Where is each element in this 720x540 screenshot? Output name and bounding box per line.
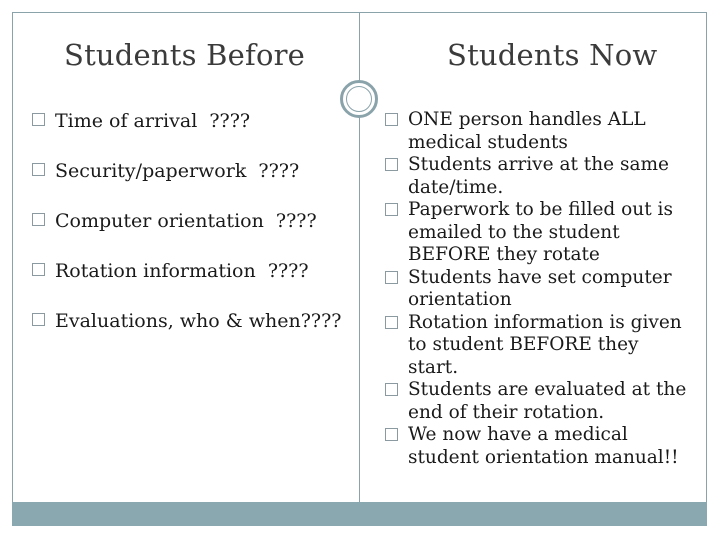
checkbox-bullet-icon xyxy=(385,271,398,284)
list-item xyxy=(384,154,694,199)
list-item xyxy=(31,158,351,208)
list-item xyxy=(31,258,351,308)
left-column-title: Students Before xyxy=(64,38,306,72)
list-item-text: ONE person handles ALL medical students xyxy=(408,109,646,153)
list-item-text: Time of arrival ???? xyxy=(55,110,251,132)
checkbox-bullet-icon xyxy=(32,113,45,126)
checkbox-bullet-icon xyxy=(385,158,398,171)
list-item-text: Students are evaluated at the end of their rotation. xyxy=(408,379,687,423)
list-item xyxy=(384,379,694,424)
list-item-text: Students have set computer orientation xyxy=(408,266,672,310)
list-item-text: We now have a medical student orientation manual!! xyxy=(408,424,679,468)
list-item xyxy=(384,199,694,267)
list-item-text: Paperwork to be filled out is emailed to the student BEFORE they rotate xyxy=(408,199,673,265)
checkbox-bullet-icon xyxy=(385,428,398,441)
checkbox-bullet-icon xyxy=(32,263,45,276)
list-item xyxy=(31,108,351,158)
checkbox-bullet-icon xyxy=(385,383,398,396)
list-item-text: Computer orientation ???? xyxy=(55,210,317,232)
checkbox-bullet-icon xyxy=(32,313,45,326)
checkbox-bullet-icon xyxy=(32,213,45,226)
list-item xyxy=(384,109,694,154)
list-item-text: Evaluations, who & when???? xyxy=(55,310,342,332)
checkbox-bullet-icon xyxy=(32,163,45,176)
right-column-title: Students Now xyxy=(447,38,658,72)
students-before-list xyxy=(31,108,351,358)
list-item xyxy=(384,267,694,312)
list-item-text: Students arrive at the same date/time. xyxy=(408,154,669,198)
list-item xyxy=(31,208,351,258)
checkbox-bullet-icon xyxy=(385,113,398,126)
list-item xyxy=(384,312,694,380)
students-now-list xyxy=(384,109,694,469)
list-item-text: Security/paperwork ???? xyxy=(55,160,300,182)
checkbox-bullet-icon xyxy=(385,316,398,329)
checkbox-bullet-icon xyxy=(385,203,398,216)
footer-bar xyxy=(12,502,707,526)
list-item xyxy=(31,308,351,358)
list-item-text: Rotation information is given to student BEFORE they start. xyxy=(408,311,682,378)
list-item-text: Rotation information ???? xyxy=(55,260,309,282)
list-item xyxy=(384,424,694,469)
